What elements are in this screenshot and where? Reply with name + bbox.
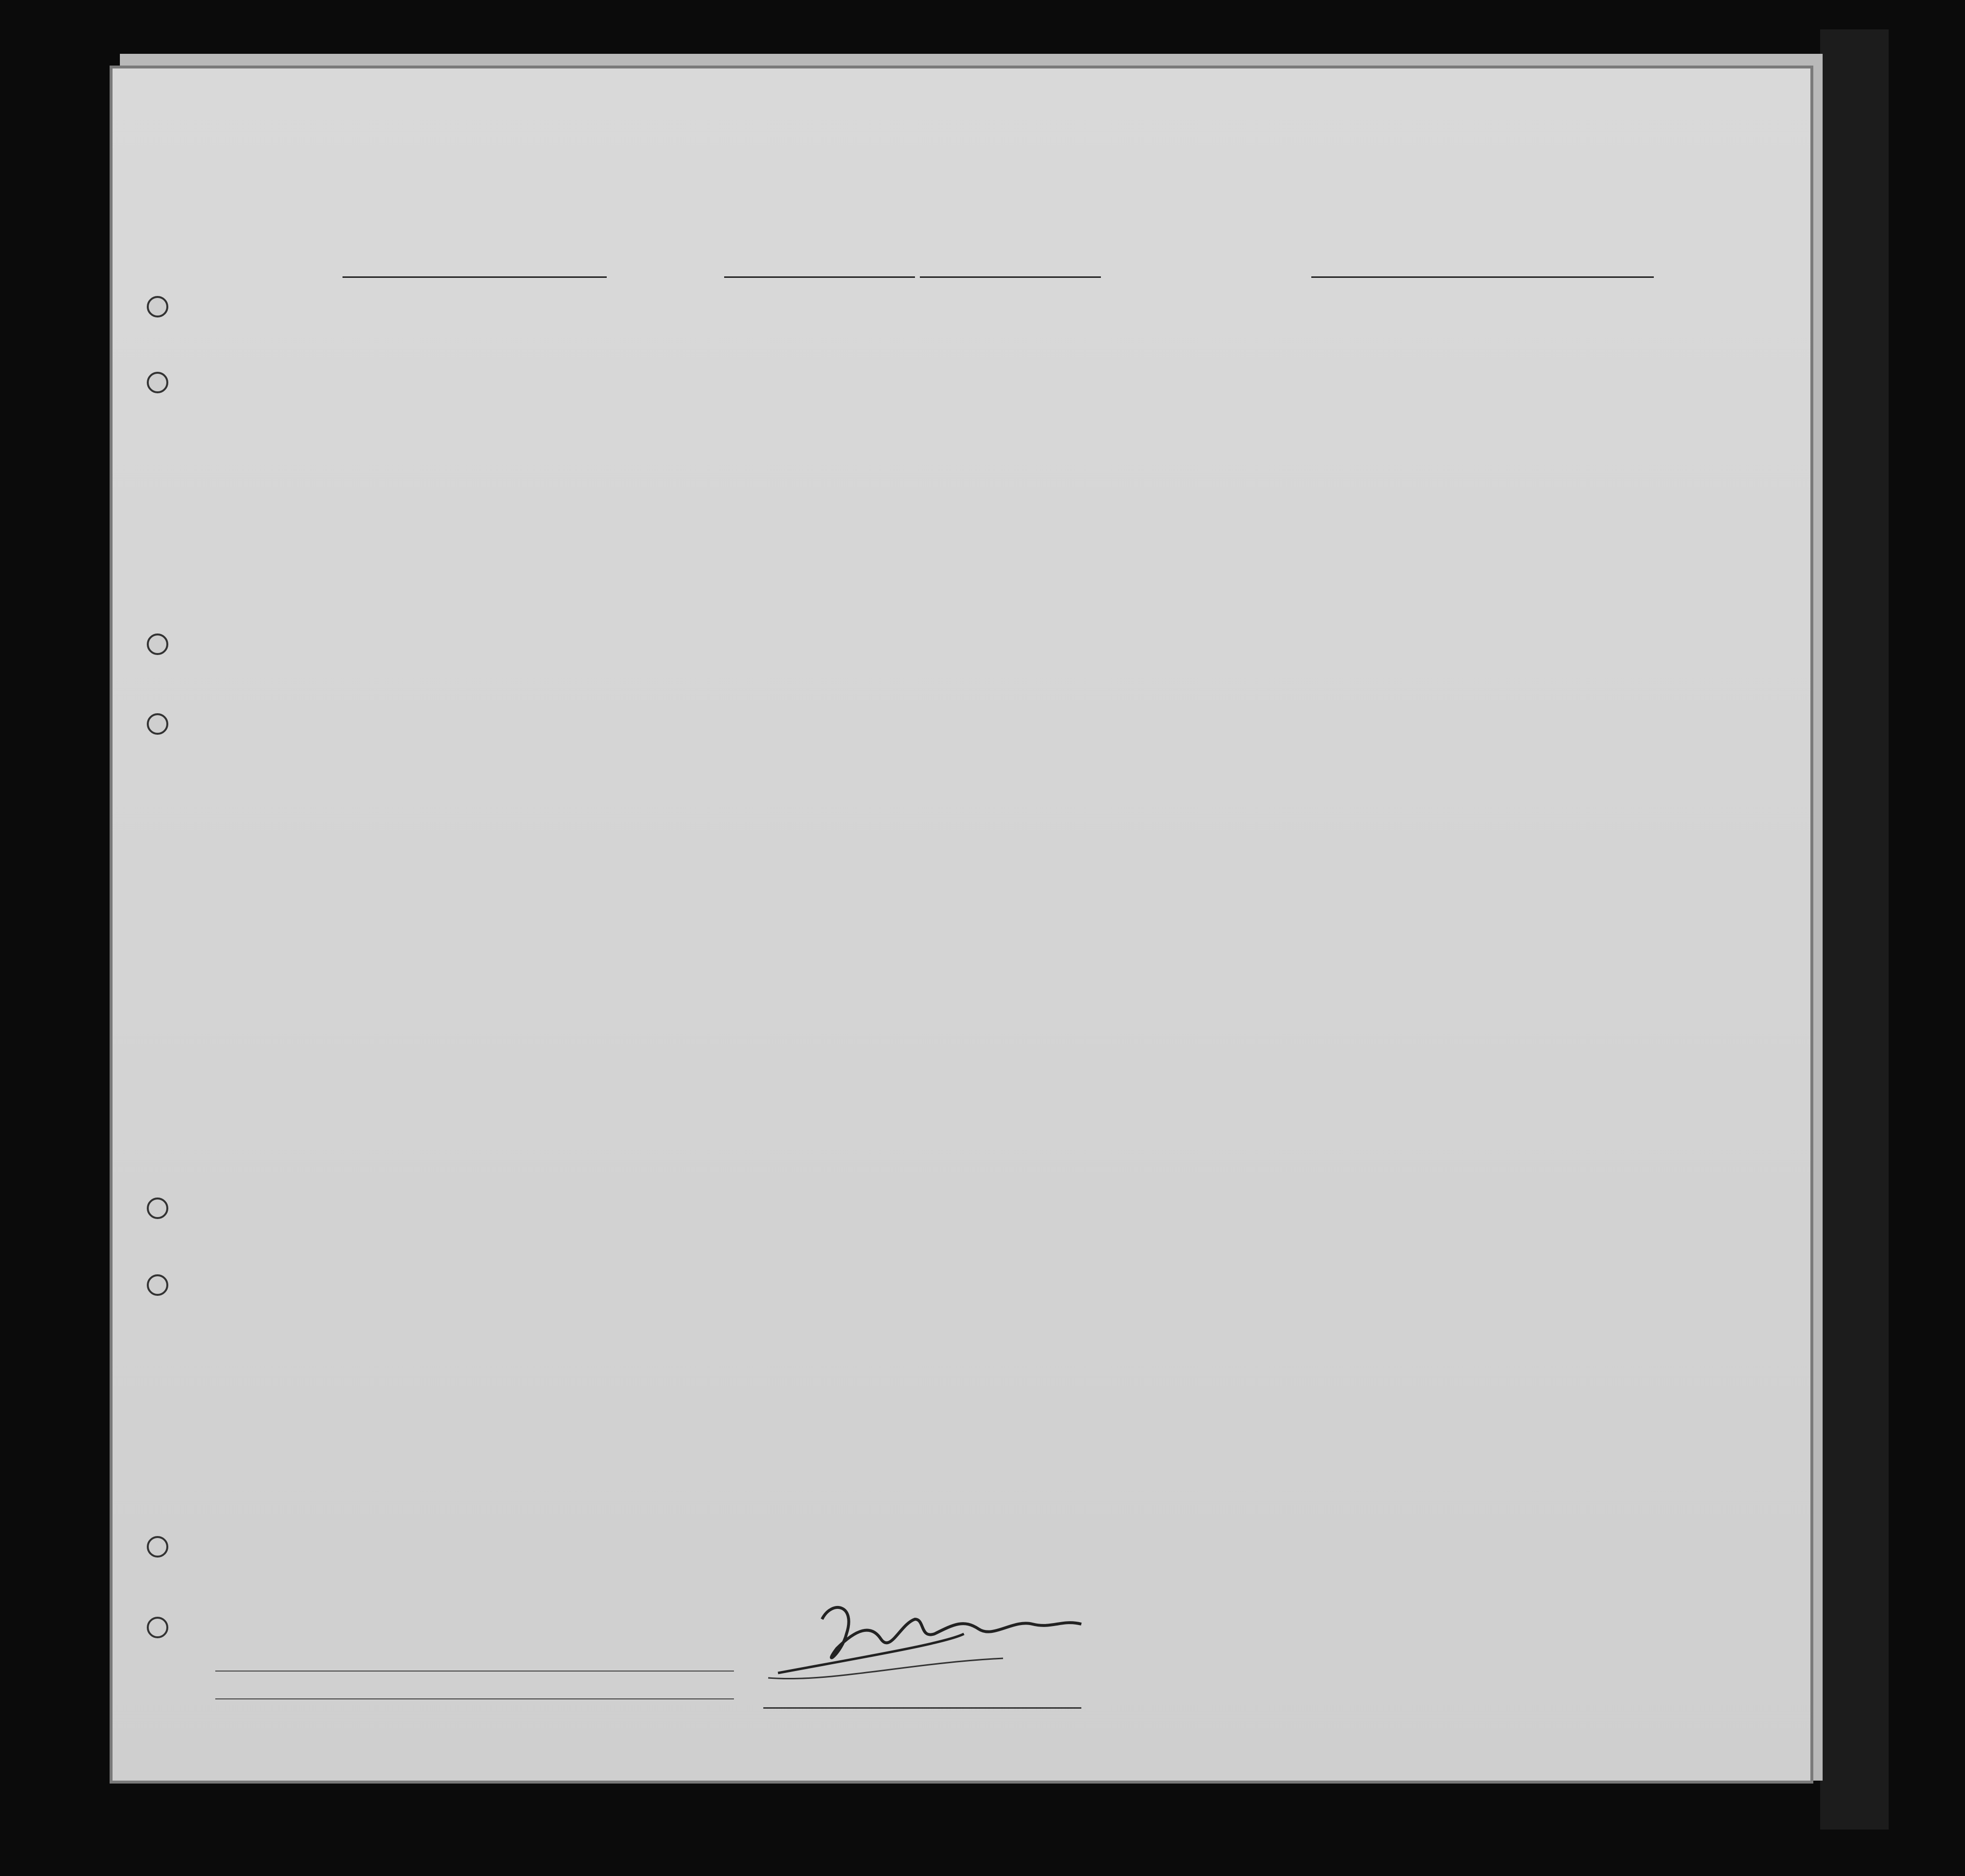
punch-hole — [147, 296, 168, 317]
inspector-signature — [758, 1590, 1101, 1688]
line-underline — [215, 1671, 734, 1672]
footnote — [1302, 1683, 1742, 1685]
vessel-underline — [343, 276, 607, 278]
punch-hole — [147, 633, 168, 655]
arrival-underline — [724, 276, 915, 278]
owners-underline — [215, 1698, 734, 1699]
punch-hole — [147, 1536, 168, 1558]
punch-hole — [147, 1617, 168, 1638]
punch-hole — [147, 1274, 168, 1296]
punch-hole — [147, 1198, 168, 1219]
punch-hole — [147, 372, 168, 393]
manifest-grid — [117, 294, 1805, 1624]
page-edge-shadow — [1820, 29, 1889, 1830]
departure-underline — [1311, 276, 1654, 278]
inspector-label — [763, 1707, 1081, 1709]
punch-hole — [147, 713, 168, 735]
date-underline — [920, 276, 1101, 278]
